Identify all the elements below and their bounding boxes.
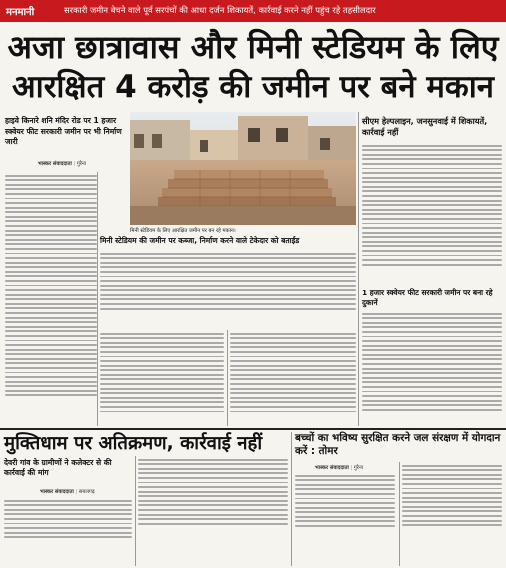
- lower-right-byline: भास्कर संवाददाता | गुरैना: [315, 465, 364, 471]
- top-strip-tag: मनमानी: [6, 7, 35, 18]
- column-rule: [227, 330, 228, 426]
- top-strip: [0, 0, 506, 22]
- section-divider: [0, 428, 506, 430]
- lower-right-byline-place: गुरैना: [353, 465, 364, 471]
- lower-left-col2-text: [138, 456, 288, 566]
- lower-left-headline: मुक्तिधाम पर अतिक्रमण, कार्रवाई नहीं: [4, 433, 263, 454]
- main-col4-text: [230, 330, 356, 426]
- lower-right-byline-name: भास्कर संवाददाता: [315, 465, 349, 471]
- lower-left-byline: भास्कर संवाददाता | सबलगढ़: [40, 489, 95, 495]
- main-col1-text: [5, 172, 97, 426]
- main-photo: [130, 112, 356, 225]
- lower-left-byline-name: भास्कर संवाददाता: [40, 489, 74, 495]
- column-rule: [291, 432, 292, 566]
- main-col3-text: [100, 330, 224, 426]
- column-rule: [97, 172, 98, 426]
- side-text-1: [362, 142, 502, 286]
- main-col2-text: [100, 250, 356, 320]
- side-headline: सीएम हेल्पलाइन, जनसुनवाई में शिकायतें, कार्रवाई नहीं: [362, 116, 488, 137]
- lower-right-col2-text: [402, 462, 502, 566]
- side-text-2: [362, 310, 502, 426]
- column-rule: [399, 462, 400, 566]
- main-headline-line1: अजा छात्रावास और मिनी स्टेडियम के लिए: [7, 28, 499, 66]
- side-box-head: 1 हजार स्क्वेयर फीट सरकारी जमीन पर बना रहे दुकानें: [362, 288, 493, 307]
- top-strip-text: सरकारी जमीन बेचने वाले पूर्व सरपंचों की आधा दर्जन शिकायतें, कार्रवाई करने नहीं पहुंच रहे तहसीलदार: [64, 5, 376, 15]
- main-byline: भास्कर संवाददाता | गुरैना: [38, 161, 87, 167]
- lower-right-col1-text: [295, 472, 395, 566]
- main-photo-caption: मिनी स्टेडियम के लिए आरक्षित जमीन पर बन रहे मकान।: [130, 228, 236, 234]
- main-byline-name: भास्कर संवाददाता: [38, 161, 72, 167]
- column-rule: [135, 456, 136, 566]
- main-byline-place: गुरैना: [76, 161, 87, 167]
- lower-right-headline: बच्चों का भविष्य सुरक्षित करने जल संरक्षण में योगदान करें : तोमर: [295, 432, 501, 457]
- main-inline-head: मिनी स्टेडियम की जमीन पर कब्जा, निर्माण करने वाले टेकेदार को बताईंड: [100, 236, 300, 245]
- lower-left-byline-place: सबलगढ़: [78, 489, 95, 495]
- construction-photo: [130, 112, 356, 225]
- lower-left-col1-text: [4, 497, 132, 567]
- column-rule: [358, 112, 359, 426]
- main-subhead: हाइवे किनारे शनि मंदिर रोड पर 1 हजार स्क्वेयर फीट सरकारी जमीन पर भी निर्माण जारी: [5, 116, 122, 146]
- main-headline-line2: आरक्षित 4 करोड़ की जमीन पर बने मकान: [12, 69, 494, 105]
- lower-left-subhead: देवरी गांव के ग्रामीणों ने कलेक्टर से की कार्रवाई की मांग: [4, 458, 112, 477]
